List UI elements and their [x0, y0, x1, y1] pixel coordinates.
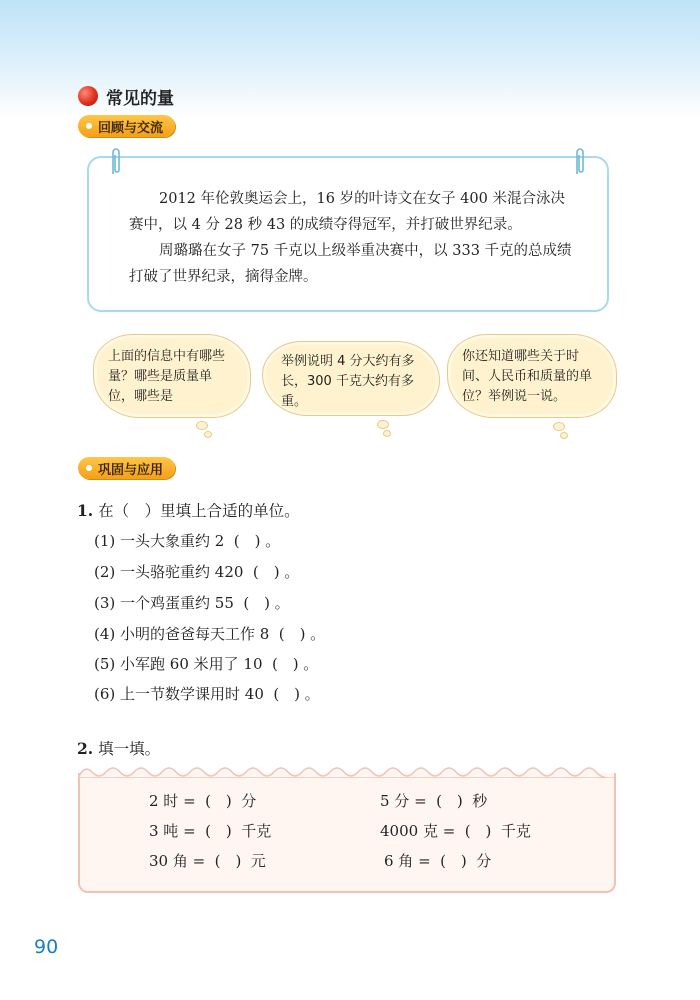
question-item	[94, 653, 318, 674]
item-label: (3)	[94, 594, 116, 612]
cloud-bubble	[560, 432, 568, 439]
item-text: 小军跑 60 米用了 10	[120, 655, 263, 673]
answer-blank[interactable]: ( )	[233, 532, 261, 550]
thought-cloud-3: 你还知道哪些关于时间、人民币和质量的单位？举例说一说。	[447, 334, 617, 418]
fill-item	[380, 790, 487, 811]
item-tail: 。	[310, 625, 326, 643]
red-ball-icon	[78, 86, 98, 106]
question-item	[94, 530, 280, 551]
item-label: (5)	[94, 655, 116, 673]
question-item	[94, 561, 299, 582]
fill-left: 3 吨 =	[149, 822, 196, 840]
fill-left: 4000 克 =	[380, 822, 456, 840]
fill-right: 千克	[241, 822, 272, 840]
question-item	[94, 592, 290, 613]
answer-blank[interactable]: ( )	[278, 625, 306, 643]
review-tag-label: 回顾与交流	[98, 120, 164, 136]
question-item	[94, 623, 325, 644]
question-1-number: 1.	[77, 501, 94, 520]
cloud-bubble	[204, 431, 212, 438]
page-number: 90	[34, 936, 59, 958]
question-2-number: 2.	[77, 739, 94, 758]
thought-cloud-1: 上面的信息中有哪些量？哪些是质量单位，哪些是	[93, 334, 251, 418]
item-text: 一头大象重约 2	[120, 532, 225, 550]
answer-blank[interactable]: ( )	[440, 852, 467, 870]
fill-left: 30 角 =	[149, 852, 206, 870]
fill-left: 5 分 =	[380, 792, 427, 810]
cloud-bubble	[196, 421, 208, 430]
fill-item	[149, 850, 266, 871]
fill-item	[384, 850, 491, 871]
fill-item	[380, 820, 531, 841]
cloud-bubble	[553, 422, 565, 431]
info-paragraph-2: 周璐璐在女子 75 千克以上级举重决赛中，以 333 千克的总成绩打破了世界纪录，摘得金牌。	[129, 243, 572, 285]
item-text: 一头骆驼重约 420	[120, 563, 244, 581]
item-text: 一个鸡蛋重约 55	[120, 594, 234, 612]
dot-icon	[86, 123, 92, 129]
answer-blank[interactable]: ( )	[205, 822, 232, 840]
item-text: 上一节数学课用时 40	[120, 685, 264, 703]
answer-blank[interactable]: ( )	[205, 792, 232, 810]
cloud-bubble	[383, 430, 391, 437]
question-1-heading	[77, 499, 300, 521]
question-2-prompt: 填一填。	[98, 740, 161, 758]
item-text: 小明的爸爸每天工作 8	[120, 625, 270, 643]
fill-right: 分	[241, 792, 257, 810]
fill-item	[149, 790, 256, 811]
answer-blank[interactable]: ( )	[214, 852, 242, 870]
item-label: (6)	[94, 685, 116, 703]
paperclip-icon	[109, 146, 123, 176]
item-label: (2)	[94, 563, 116, 581]
item-label: (4)	[94, 625, 116, 643]
item-tail: 。	[265, 532, 281, 550]
answer-blank[interactable]: ( )	[271, 655, 299, 673]
thought-cloud-2: 举例说明 4 分大约有多长，300 千克大约有多重。	[262, 341, 440, 416]
answer-blank[interactable]: ( )	[273, 685, 301, 703]
info-card	[87, 156, 609, 312]
paperclip-icon	[573, 146, 587, 176]
question-1-prompt: 在（ ）里填上合适的单位。	[98, 502, 300, 520]
question-2-heading	[77, 737, 160, 759]
review-tag	[78, 115, 175, 137]
answer-blank[interactable]: ( )	[464, 822, 492, 840]
item-tail: 。	[274, 594, 290, 612]
torn-paper-edge	[78, 764, 616, 778]
fill-left: 2 时 =	[149, 792, 196, 810]
answer-blank[interactable]: ( )	[436, 792, 463, 810]
info-paragraph-1: 2012 年伦敦奥运会上，16 岁的叶诗文在女子 400 米混合泳决赛中，以 4 分 28 秒 43 的成绩夺得冠军，并打破世界纪录。	[129, 191, 565, 233]
answer-blank[interactable]: ( )	[252, 563, 280, 581]
fill-right: 元	[250, 852, 266, 870]
consolidate-tag	[78, 457, 175, 479]
cloud-bubble	[377, 420, 389, 429]
consolidate-tag-label: 巩固与应用	[98, 462, 164, 478]
answer-blank[interactable]: ( )	[243, 594, 271, 612]
fill-right: 分	[476, 852, 492, 870]
fill-right: 秒	[472, 792, 488, 810]
dot-icon	[86, 465, 92, 471]
fill-right: 千克	[500, 822, 531, 840]
item-tail: 。	[284, 563, 300, 581]
item-tail: 。	[304, 685, 320, 703]
fill-item	[149, 820, 271, 841]
section-title-text: 常见的量	[106, 88, 174, 109]
item-label: (1)	[94, 532, 116, 550]
question-item	[94, 683, 320, 704]
section-title	[78, 84, 174, 108]
item-tail: 。	[303, 655, 319, 673]
fill-left: 6 角 =	[384, 852, 431, 870]
